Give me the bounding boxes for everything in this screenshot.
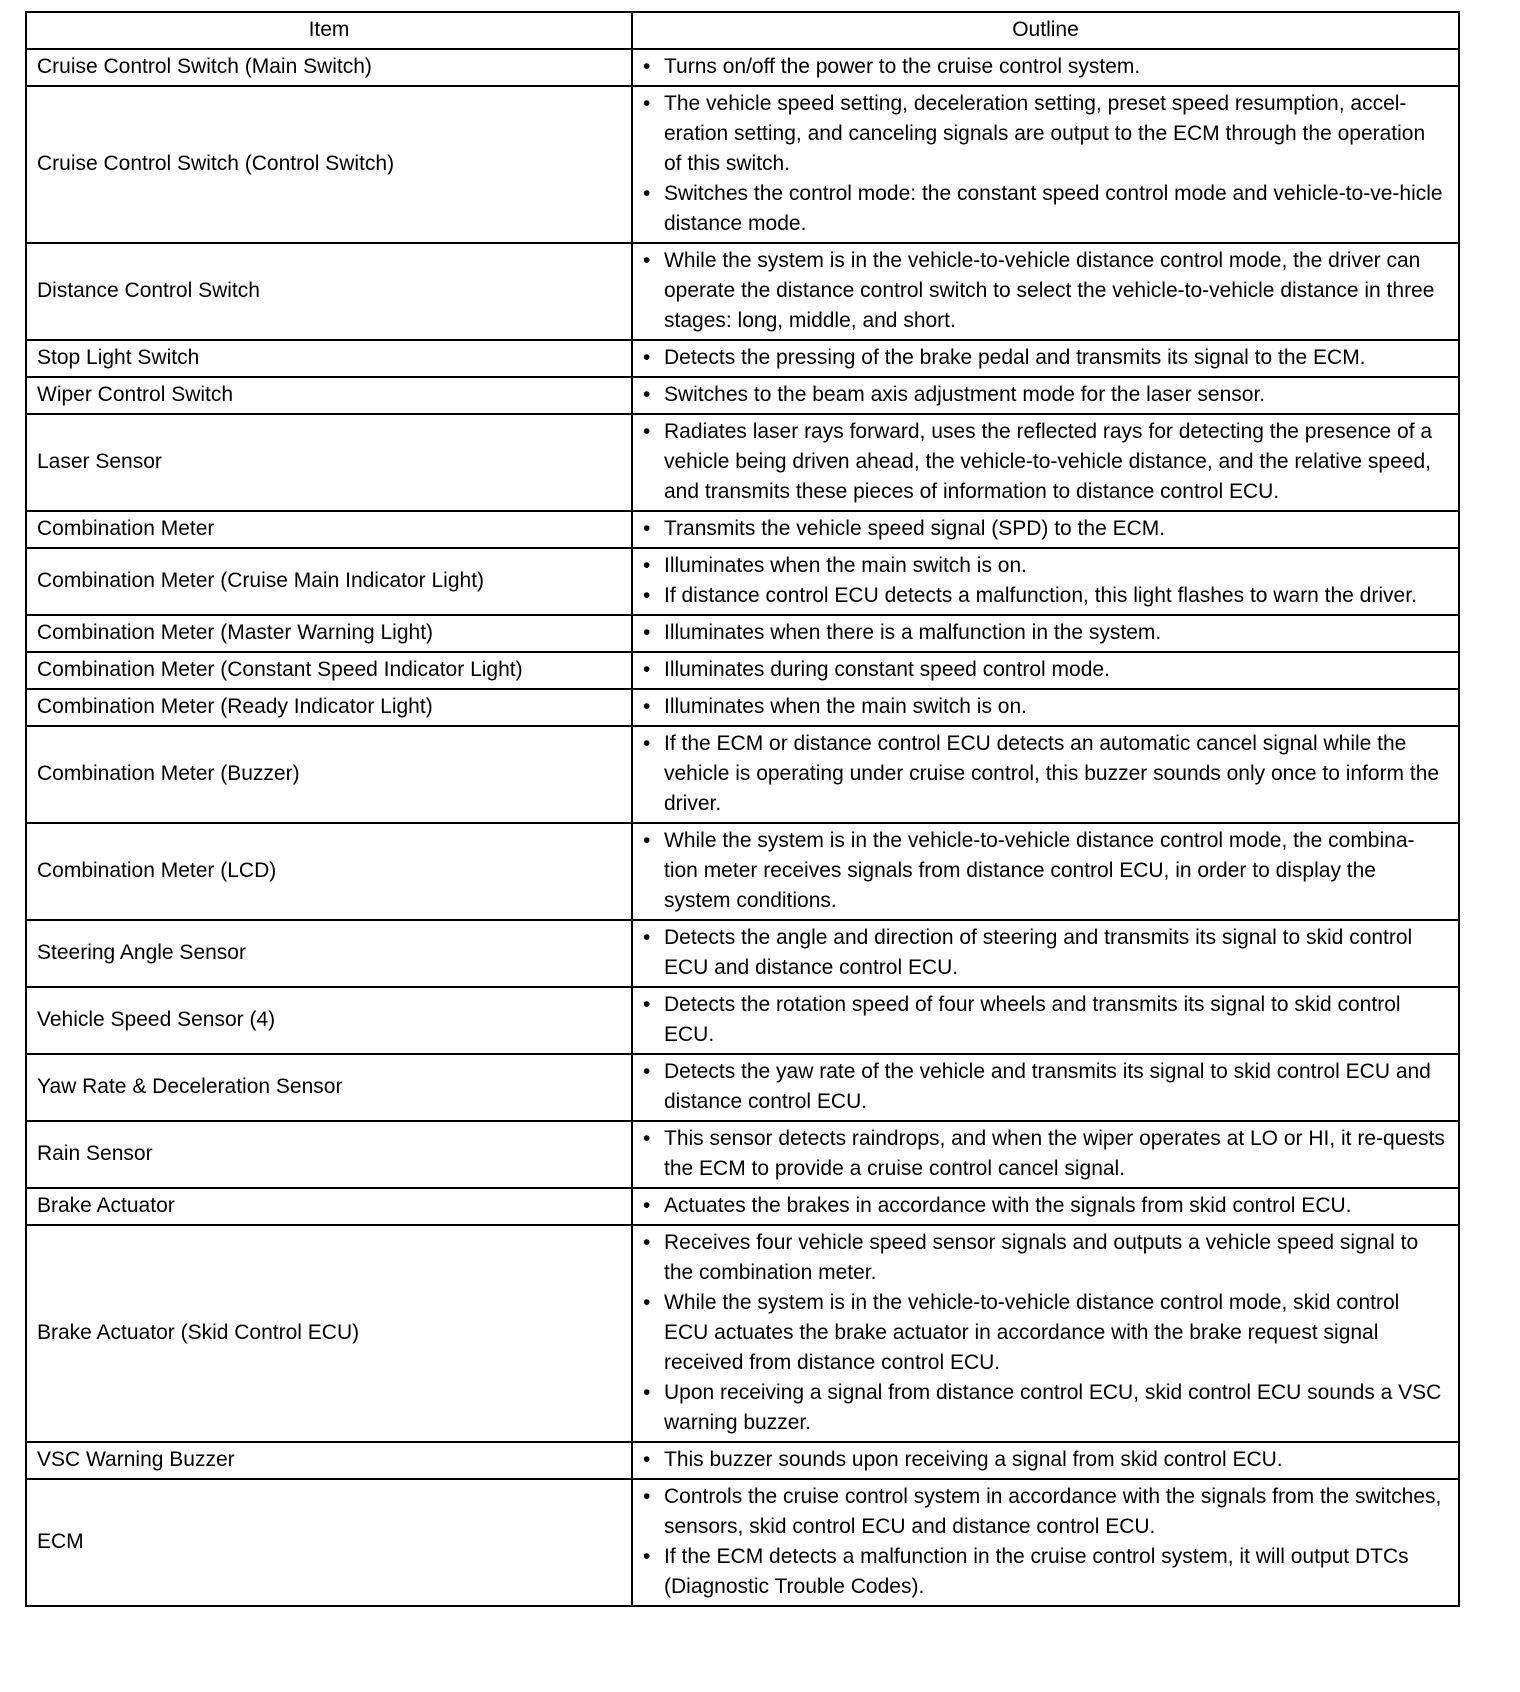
outline-cell — [632, 377, 1459, 414]
outline-bullet: • While the system is in the vehicle-to-vehicle distance control mode, the combina-tion meter receives signals from distance control ECU, in order to display the system conditions. — [643, 826, 1448, 916]
outline-bullet: • Controls the cruise control system in accordance with the signals from the switches, sensors, skid control ECU and distance control ECU. — [643, 1482, 1448, 1542]
outline-bullet: • Detects the yaw rate of the vehicle and transmits its signal to skid control ECU and distance control ECU. — [643, 1057, 1448, 1117]
outline-cell — [632, 1188, 1459, 1225]
table-row — [26, 1054, 1459, 1121]
outline-bullet: • Actuates the brakes in accordance with the signals from skid control ECU. — [643, 1191, 1448, 1221]
item-cell: Wiper Control Switch — [26, 377, 632, 414]
item-cell: Combination Meter (LCD) — [26, 823, 632, 920]
item-cell: Cruise Control Switch (Control Switch) — [26, 86, 632, 243]
outline-bullet: • The vehicle speed setting, deceleration setting, preset speed resumption, accel-eration setting, and canceling signals are output to the ECM through the operation of this switch. — [643, 89, 1448, 179]
outline-bullet: • This sensor detects raindrops, and when the wiper operates at LO or HI, it re-quests the ECM to provide a cruise control cancel signal. — [643, 1124, 1448, 1184]
table-body — [26, 49, 1459, 1606]
outline-cell — [632, 1442, 1459, 1479]
table-row — [26, 1188, 1459, 1225]
outline-cell — [632, 726, 1459, 823]
outline-cell — [632, 340, 1459, 377]
outline-bullet: • Illuminates during constant speed control mode. — [643, 655, 1448, 685]
outline-cell — [632, 1054, 1459, 1121]
outline-bullet: • Transmits the vehicle speed signal (SPD) to the ECM. — [643, 514, 1448, 544]
item-cell: Distance Control Switch — [26, 243, 632, 340]
item-cell: Stop Light Switch — [26, 340, 632, 377]
item-cell: Vehicle Speed Sensor (4) — [26, 987, 632, 1054]
item-cell: Yaw Rate & Deceleration Sensor — [26, 1054, 632, 1121]
outline-cell — [632, 1121, 1459, 1188]
outline-cell — [632, 414, 1459, 511]
table-row — [26, 823, 1459, 920]
table-row — [26, 511, 1459, 548]
outline-bullet: • If distance control ECU detects a malfunction, this light flashes to warn the driver. — [643, 581, 1448, 611]
outline-cell — [632, 652, 1459, 689]
outline-bullet: • Detects the angle and direction of steering and transmits its signal to skid control ECU and distance control ECU. — [643, 923, 1448, 983]
item-cell: Combination Meter (Master Warning Light) — [26, 615, 632, 652]
table-row — [26, 49, 1459, 86]
outline-bullet: • Illuminates when the main switch is on. — [643, 692, 1448, 722]
outline-bullet: • Illuminates when the main switch is on. — [643, 551, 1448, 581]
outline-bullet: • Detects the pressing of the brake pedal and transmits its signal to the ECM. — [643, 343, 1448, 373]
item-cell: Brake Actuator (Skid Control ECU) — [26, 1225, 632, 1442]
table-row — [26, 1225, 1459, 1442]
header-outline: Outline — [632, 12, 1459, 49]
item-cell: VSC Warning Buzzer — [26, 1442, 632, 1479]
outline-bullet: • While the system is in the vehicle-to-vehicle distance control mode, the driver can operate the distance control switch to select the vehicle-to-vehicle distance in three stages: long, middle, and short. — [643, 246, 1448, 336]
outline-bullet: • If the ECM or distance control ECU detects an automatic cancel signal while the vehicle is operating under cruise control, this buzzer sounds only once to inform the driver. — [643, 729, 1448, 819]
outline-cell — [632, 49, 1459, 86]
table-row — [26, 414, 1459, 511]
item-cell: Combination Meter — [26, 511, 632, 548]
outline-bullet: • While the system is in the vehicle-to-vehicle distance control mode, skid control ECU actuates the brake actuator in accordance with the brake request signal received from distance control ECU. — [643, 1288, 1448, 1378]
outline-cell — [632, 86, 1459, 243]
table-row — [26, 652, 1459, 689]
item-cell: Combination Meter (Buzzer) — [26, 726, 632, 823]
outline-bullet: • Upon receiving a signal from distance control ECU, skid control ECU sounds a VSC warning buzzer. — [643, 1378, 1448, 1438]
item-cell: Steering Angle Sensor — [26, 920, 632, 987]
table-row — [26, 340, 1459, 377]
outline-cell — [632, 920, 1459, 987]
item-cell: Combination Meter (Ready Indicator Light) — [26, 689, 632, 726]
outline-bullet: • Switches to the beam axis adjustment mode for the laser sensor. — [643, 380, 1448, 410]
item-cell: Laser Sensor — [26, 414, 632, 511]
outline-cell — [632, 689, 1459, 726]
outline-cell — [632, 987, 1459, 1054]
outline-cell — [632, 243, 1459, 340]
table-row — [26, 377, 1459, 414]
table-row — [26, 86, 1459, 243]
item-cell: Rain Sensor — [26, 1121, 632, 1188]
outline-bullet: • This buzzer sounds upon receiving a signal from skid control ECU. — [643, 1445, 1448, 1475]
outline-cell — [632, 823, 1459, 920]
outline-cell — [632, 548, 1459, 615]
table-row — [26, 548, 1459, 615]
table-row — [26, 920, 1459, 987]
item-cell: Combination Meter (Cruise Main Indicator Light) — [26, 548, 632, 615]
table-row — [26, 1121, 1459, 1188]
table-row — [26, 1479, 1459, 1606]
item-cell: Combination Meter (Constant Speed Indicator Light) — [26, 652, 632, 689]
outline-bullet: • Radiates laser rays forward, uses the reflected rays for detecting the presence of a vehicle being driven ahead, the vehicle-to-vehicle distance, and the relative speed, and transmits these pieces of information to distance control ECU. — [643, 417, 1448, 507]
table-row — [26, 243, 1459, 340]
table-row — [26, 689, 1459, 726]
outline-cell — [632, 511, 1459, 548]
item-cell: ECM — [26, 1479, 632, 1606]
item-cell: Cruise Control Switch (Main Switch) — [26, 49, 632, 86]
table-row — [26, 1442, 1459, 1479]
table-header-row — [26, 12, 1459, 49]
table-row — [26, 726, 1459, 823]
outline-bullet: • Switches the control mode: the constant speed control mode and vehicle-to-ve-hicle distance mode. — [643, 179, 1448, 239]
item-cell: Brake Actuator — [26, 1188, 632, 1225]
outline-bullet: • If the ECM detects a malfunction in the cruise control system, it will output DTCs (Diagnostic Trouble Codes). — [643, 1542, 1448, 1602]
component-outline-table — [25, 11, 1460, 1607]
outline-bullet: • Illuminates when there is a malfunction in the system. — [643, 618, 1448, 648]
header-item: Item — [26, 12, 632, 49]
outline-bullet: • Detects the rotation speed of four wheels and transmits its signal to skid control ECU. — [643, 990, 1448, 1050]
outline-bullet: • Turns on/off the power to the cruise control system. — [643, 52, 1448, 82]
table-row — [26, 987, 1459, 1054]
outline-cell — [632, 1479, 1459, 1606]
table-row — [26, 615, 1459, 652]
outline-bullet: • Receives four vehicle speed sensor signals and outputs a vehicle speed signal to the combination meter. — [643, 1228, 1448, 1288]
outline-cell — [632, 615, 1459, 652]
outline-cell — [632, 1225, 1459, 1442]
